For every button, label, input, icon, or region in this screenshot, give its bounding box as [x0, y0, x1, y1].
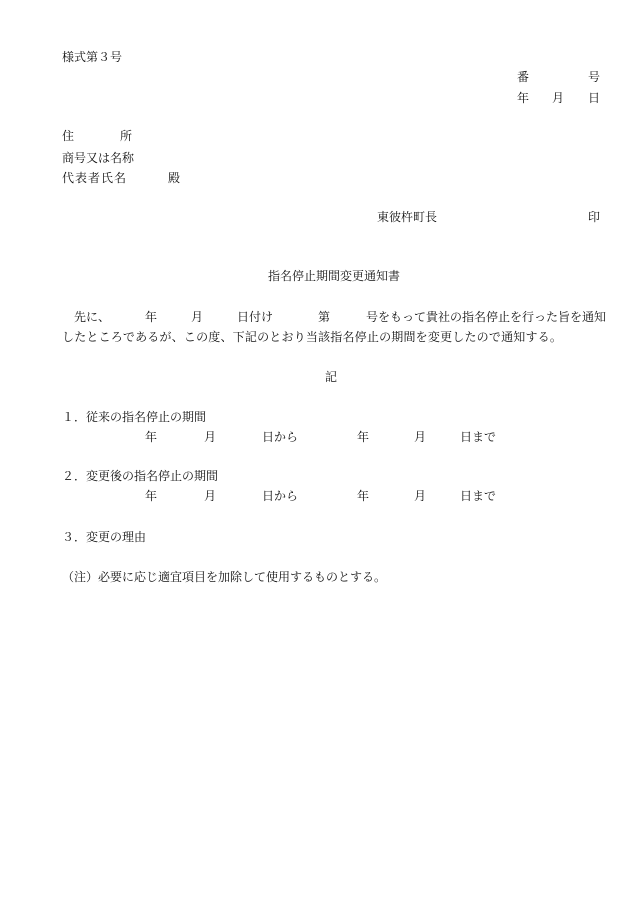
issuer-seal: 印 — [588, 210, 601, 224]
body-line2: したところであるが、この度、下記のとおり当該指名停止の期間を変更したので通知する。 — [62, 330, 563, 344]
date-year: 年 — [517, 91, 530, 105]
date-month: 月 — [552, 91, 565, 105]
item-1-day-until: 日まで — [460, 430, 497, 444]
body-line1-dai: 第 — [318, 310, 331, 324]
item-1-month: 月 — [204, 430, 217, 444]
honorific: 殿 — [168, 171, 181, 185]
item-1-day-from: 日から — [262, 430, 299, 444]
item-2-month: 月 — [204, 489, 217, 503]
doc-number-ban: 番 — [517, 70, 530, 84]
company-label: 商号又は名称 — [62, 151, 135, 165]
item-2-day-from: 日から — [262, 489, 299, 503]
date-day: 日 — [588, 91, 601, 105]
item-2-day-until: 日まで — [460, 489, 497, 503]
item-1-year: 年 — [145, 430, 158, 444]
body-line1-rest: 号をもって貴社の指名停止を行った旨を通知 — [366, 310, 607, 324]
item-2-year2: 年 — [357, 489, 370, 503]
item-2-year: 年 — [145, 489, 158, 503]
doc-number-go: 号 — [588, 70, 601, 84]
body-line1-prefix: 先に、 — [74, 310, 111, 324]
item-1-year2: 年 — [357, 430, 370, 444]
item-3-heading: ３．変更の理由 — [62, 530, 147, 544]
address-label-1: 住 — [62, 129, 75, 143]
body-line1-month: 月 — [191, 310, 204, 324]
representative-label: 代表者氏名 — [62, 171, 128, 185]
body-line1-year: 年 — [145, 310, 158, 324]
ki-heading: 記 — [325, 370, 338, 384]
item-2-month2: 月 — [414, 489, 427, 503]
issuer-title: 東彼杵町長 — [377, 210, 438, 224]
item-1-heading: １．従来の指名停止の期間 — [62, 410, 207, 424]
footnote: （注）必要に応じ適宜項目を加除して使用するものとする。 — [62, 570, 387, 584]
address-label-2: 所 — [120, 129, 133, 143]
body-line1-dated: 日付け — [237, 310, 274, 324]
item-1-month2: 月 — [414, 430, 427, 444]
item-2-heading: ２．変更後の指名停止の期間 — [62, 469, 219, 483]
document-title: 指名停止期間変更通知書 — [268, 269, 401, 283]
form-number: 様式第３号 — [62, 50, 123, 64]
